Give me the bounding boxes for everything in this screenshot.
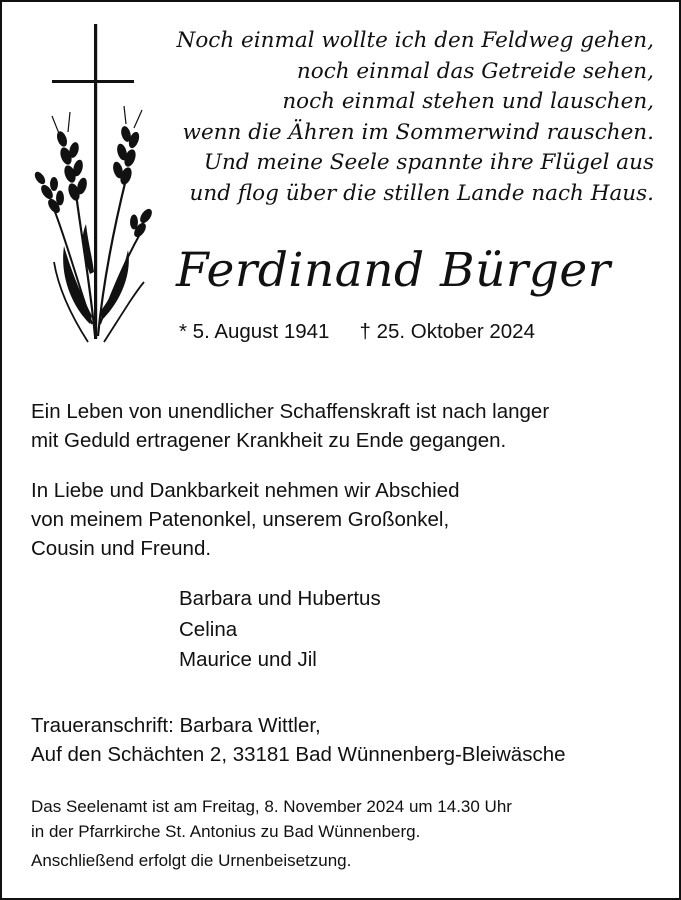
service-info [31, 794, 512, 844]
tribute-paragraph [31, 397, 549, 455]
poem-line: noch einmal stehen und lauschen, [282, 89, 654, 114]
paragraph-line: mit Geduld ertragener Krankheit zu Ende gegangen. [31, 429, 507, 452]
paragraph-line: In Liebe und Dankbarkeit nehmen wir Abschied [31, 479, 460, 502]
mourners-list [179, 584, 381, 676]
farewell-paragraph [31, 476, 460, 563]
birth-date: * 5. August 1941 [179, 320, 330, 343]
address-line: Auf den Schächten 2, 33181 Bad Wünnenberg-Bleiwäsche [31, 743, 566, 766]
cross-with-wheat-icon [30, 24, 162, 346]
life-dates [179, 318, 535, 346]
address-line: Traueranschrift: Barbara Wittler, [31, 714, 321, 737]
mourning-address [31, 711, 566, 769]
poem-line: und flog über die stillen Lande nach Haus. [189, 180, 654, 206]
poem-line: Noch einmal wollte ich den Feldweg gehen, [176, 28, 654, 53]
poem-line: wenn die Ähren im Sommerwind rauschen. [182, 119, 654, 145]
death-date: † 25. Oktober 2024 [359, 320, 535, 343]
deceased-name: Ferdinand Bürger [176, 243, 611, 298]
service-line: in der Pfarrkirche St. Antonius zu Bad Wünnenberg. [31, 822, 421, 841]
mourner: Maurice und Jil [179, 648, 317, 671]
paragraph-line: Cousin und Freund. [31, 537, 212, 560]
paragraph-line: Ein Leben von unendlicher Schaffenskraft ist nach langer [31, 400, 550, 423]
poem-line: noch einmal das Getreide sehen, [296, 58, 654, 84]
poem-line: Und meine Seele spannte ihre Flügel aus [203, 150, 654, 175]
mourner: Celina [179, 617, 238, 641]
poem [160, 26, 654, 209]
urn-burial-note: Anschließend erfolgt die Urnenbeisetzung. [31, 851, 352, 870]
mourner: Barbara und Hubertus [179, 587, 381, 610]
service-line: Das Seelenamt ist am Freitag, 8. November 2024 um 14.30 Uhr [31, 797, 512, 816]
paragraph-line: von meinem Patenonkel, unserem Großonkel, [31, 508, 450, 531]
